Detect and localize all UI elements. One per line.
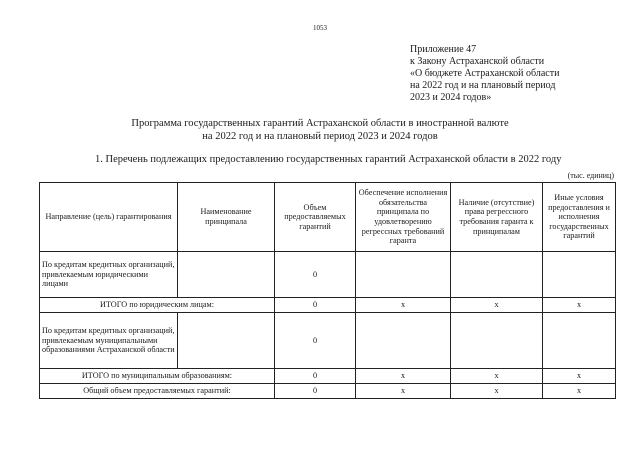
cell-recourse xyxy=(451,313,543,369)
cell-mark: x xyxy=(356,298,451,313)
header-security: Обеспечение исполнения обязательства принципала по удовлетворению регрессных требований гаранта xyxy=(356,183,451,252)
cell-mark: x xyxy=(543,298,616,313)
units-label: (тыс. единиц) xyxy=(567,171,614,180)
total-amount: 0 xyxy=(275,369,356,384)
header-other-conditions: Иные условия предоставления и исполнения государственных гарантий xyxy=(543,183,616,252)
cell-mark: x xyxy=(451,384,543,399)
appendix-line: на 2022 год и на плановый период xyxy=(410,80,556,91)
appendix-line: «О бюджете Астраханской области xyxy=(410,68,560,79)
cell-security xyxy=(356,313,451,369)
grand-total-label: Общий объем предоставляемых гарантий: xyxy=(40,384,275,399)
cell-principal xyxy=(178,313,275,369)
cell-mark: x xyxy=(543,369,616,384)
table-total-row xyxy=(40,369,616,384)
appendix-header xyxy=(410,44,630,104)
cell-other xyxy=(543,252,616,298)
document-title xyxy=(0,118,640,143)
cell-amount: 0 xyxy=(275,313,356,369)
cell-security xyxy=(356,252,451,298)
header-principal: Наименование принципала xyxy=(178,183,275,252)
cell-direction: По кредитам кредитных организаций, привлекаемым юридическими лицами xyxy=(40,252,178,298)
appendix-line: к Закону Астраханской области xyxy=(410,56,545,67)
appendix-line: 2023 и 2024 годов» xyxy=(410,92,492,103)
title-line-2: на 2022 год и на плановый период 2023 и 2024 годов xyxy=(202,130,438,142)
table-row xyxy=(40,313,616,369)
header-recourse: Наличие (отсутствие) права регрессного требования гаранта к принципалам xyxy=(451,183,543,252)
cell-mark: x xyxy=(451,369,543,384)
total-amount: 0 xyxy=(275,298,356,313)
header-direction: Направление (цель) гарантирования xyxy=(40,183,178,252)
grand-total-amount: 0 xyxy=(275,384,356,399)
cell-direction: По кредитам кредитных организаций, привлекаемым муниципальными образованиями Астраханской области xyxy=(40,313,178,369)
total-label: ИТОГО по муниципальным образованиям: xyxy=(40,369,275,384)
cell-mark: x xyxy=(451,298,543,313)
table-total-row xyxy=(40,298,616,313)
table-row xyxy=(40,252,616,298)
table-grand-total-row xyxy=(40,384,616,399)
guarantees-table xyxy=(39,182,616,399)
cell-amount: 0 xyxy=(275,252,356,298)
cell-mark: x xyxy=(543,384,616,399)
appendix-line: Приложение 47 xyxy=(410,44,477,55)
table-header-row xyxy=(40,183,616,252)
title-line-1: Программа государственных гарантий Астраханской области в иностранной валюте xyxy=(131,118,509,129)
header-amount: Объем предоставляемых гарантий xyxy=(275,183,356,252)
cell-principal xyxy=(178,252,275,298)
cell-recourse xyxy=(451,252,543,298)
cell-mark: x xyxy=(356,369,451,384)
cell-other xyxy=(543,313,616,369)
section-title: 1. Перечень подлежащих предоставлению государственных гарантий Астраханской области в 2022 году xyxy=(95,154,562,165)
page-number: 1053 xyxy=(313,24,327,32)
total-label: ИТОГО по юридическим лицам: xyxy=(40,298,275,313)
cell-mark: x xyxy=(356,384,451,399)
